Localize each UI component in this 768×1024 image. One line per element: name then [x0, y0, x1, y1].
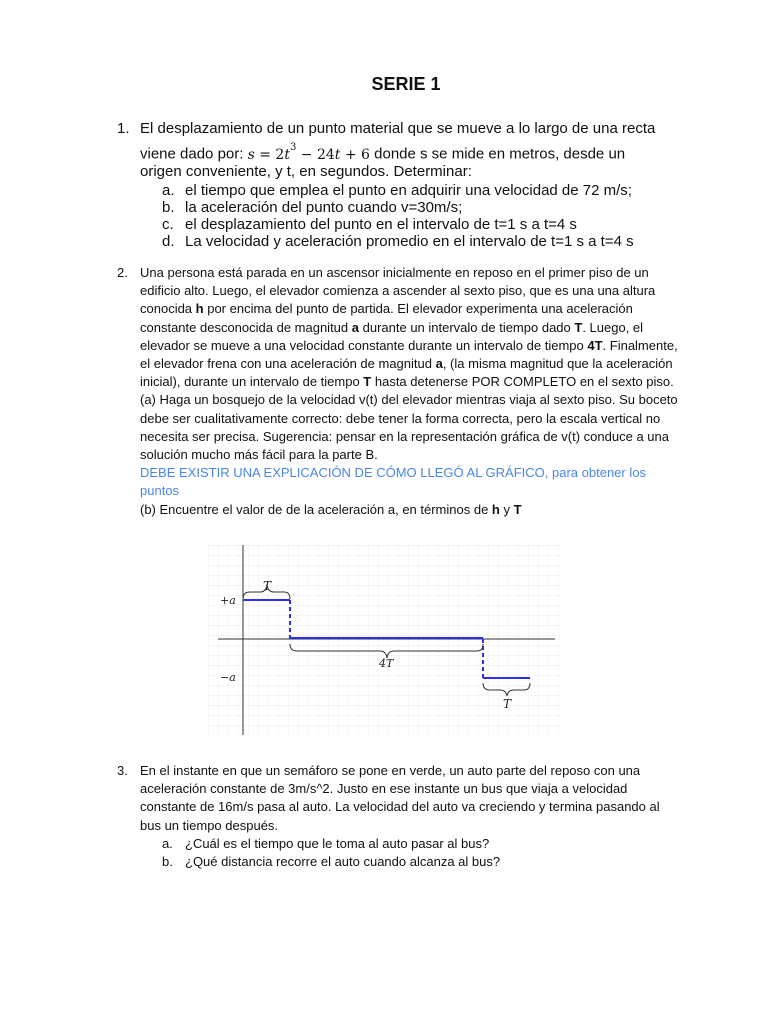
- var-4T: 4T: [587, 337, 603, 353]
- text: durante un intervalo de tiempo dado: [359, 319, 575, 335]
- item-letter: c.: [162, 216, 174, 233]
- eq-var: t: [284, 146, 290, 163]
- label-T-top: T: [263, 579, 272, 593]
- velocity-graph: [208, 545, 560, 735]
- problem-number: 3.: [117, 763, 128, 778]
- item-letter: b.: [162, 854, 173, 869]
- label-4T: 4T: [379, 657, 394, 670]
- eq-exponent: 3: [289, 142, 297, 153]
- var-a: a: [351, 319, 359, 335]
- text: , (la misma magnitud que la aceleración inicial), durante un intervalo de tiempo: [140, 356, 673, 390]
- label-plus-a: +a: [220, 594, 236, 607]
- label-minus-a: −a: [220, 671, 236, 684]
- text: por encima del punto de partida. El elevador experimenta una aceleración constante desconocida de magnitud: [140, 301, 633, 335]
- item-letter: d.: [162, 233, 175, 250]
- item-text: La velocidad y aceleración promedio en el intervalo de t=1 s a t=4 s: [185, 233, 634, 250]
- var-a: a: [435, 356, 443, 372]
- blue-note: DEBE EXISTIR UNA EXPLICACIÓN DE CÓMO LLEGÓ AL GRÁFICO, para obtener los puntos: [140, 465, 646, 499]
- text: viene dado por:: [140, 145, 248, 163]
- page-title: SERIE 1: [371, 74, 441, 94]
- problem-1-line-1: El desplazamiento de un punto material que se mueve a lo largo de una recta: [140, 120, 656, 137]
- problem-number: 1.: [117, 120, 130, 137]
- eq-var: t: [334, 146, 341, 163]
- eq-part: − 24: [296, 146, 335, 163]
- eq-part: + 6: [340, 146, 370, 163]
- item-text: ¿Qué distancia recorre el auto cuando alcanza al bus?: [185, 854, 501, 869]
- problem-2-body: [140, 264, 685, 519]
- text: . Luego, el elevador se mueve a una velocidad constante durante un intervalo de tiempo: [140, 319, 644, 353]
- text: donde s se mide en metros, desde un: [369, 145, 626, 163]
- text: (b) Encuentre el valor de de la aceleración a, en términos de: [140, 501, 492, 517]
- eq-part: = 2: [254, 146, 285, 163]
- item-text: ¿Cuál es el tiempo que le toma al auto pasar al bus?: [185, 836, 490, 851]
- text: . Finalmente, el elevador frena con una aceleración de magnitud: [140, 337, 678, 372]
- text: hasta detenerse POR COMPLETO en el sexto piso.: [371, 374, 674, 390]
- part-a: (a) Haga un bosquejo de la velocidad v(t) del elevador mientras viaja al sexto piso. Su boceto debe ser cualitativamente correcto: debe tener la forma correcta, pero la escala vertical no necesita ser precisa. Sugerencia: pensar en la representación gráfica de v(t) conduce a una solución mucho más fácil para la parte B.: [140, 392, 678, 463]
- var-h: h: [195, 301, 204, 317]
- var-h: h: [491, 501, 500, 517]
- problem-1-line-3: origen conveniente, y t, en segundos. Determinar:: [140, 163, 472, 180]
- item-letter: a.: [162, 836, 173, 851]
- problem-3-body: En el instante en que un semáforo se pone en verde, un auto parte del reposo con una aceleración constante de 3m/s^2. Justo en ese instante un bus que viaja a velocidad constante de 16m/s pasa al auto. La velocidad del auto va creciendo y termina pasando al bus un tiempo después.: [140, 763, 660, 833]
- item-letter: b.: [162, 199, 175, 216]
- var-T: T: [574, 319, 583, 335]
- label-T-bottom: T: [503, 697, 512, 711]
- problem-number: 2.: [117, 265, 128, 280]
- item-letter: a.: [162, 182, 175, 199]
- var-T: T: [513, 501, 522, 517]
- text: y: [499, 501, 514, 517]
- item-text: la aceleración del punto cuando v=30m/s;: [185, 199, 463, 216]
- item-text: el tiempo que emplea el punto en adquirir una velocidad de 72 m/s;: [185, 182, 632, 199]
- var-T: T: [363, 374, 372, 390]
- item-text: el desplazamiento del punto en el intervalo de t=1 s a t=4 s: [185, 216, 577, 233]
- text: Una persona está parada en un ascensor inicialmente en reposo en el primer piso de un edificio alto. Luego, el elevador comienza a ascender al sexto piso, que es una una altura conocida: [140, 265, 656, 317]
- eq-var: s: [247, 146, 255, 163]
